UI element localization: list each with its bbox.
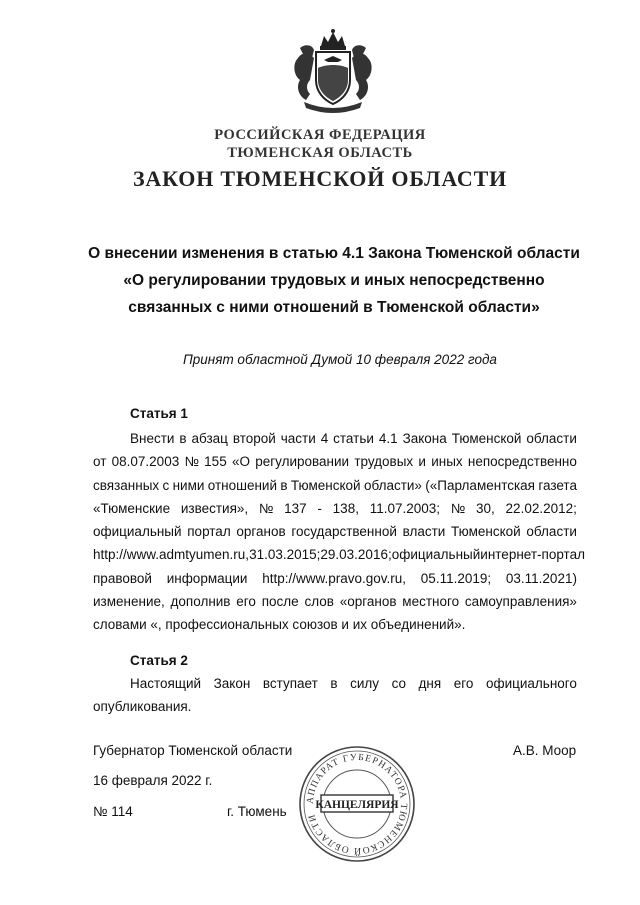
signing-city: г. Тюмень [227, 804, 287, 819]
word: области [526, 524, 577, 540]
word: части [280, 431, 316, 446]
word: 05.11.2019; [420, 570, 492, 586]
word: слов [304, 594, 334, 610]
word: «органов [339, 594, 397, 610]
word: ними [172, 477, 205, 493]
word: с [162, 477, 170, 493]
seal-ring-text: АППАРАТ ГУБЕРНАТОРА ТЮМЕНСКОЙ ОБЛАСТИ [305, 752, 409, 856]
governor-title: Губернатор Тюменской области [93, 743, 293, 758]
word: № [450, 500, 466, 516]
article-2-heading: Статья 2 [130, 653, 188, 668]
word: 11.07.2003; [369, 500, 441, 516]
word: области [526, 431, 577, 446]
word: «О [231, 454, 250, 470]
word: со [391, 676, 406, 691]
word: информации [166, 570, 248, 586]
law-number: № 114 [93, 804, 133, 819]
law-title-line: связанных с ними отношений в Тюменской области» [128, 299, 540, 316]
document-type-heading: ЗАКОН ТЮМЕНСКОЙ ОБЛАСТИ [132, 166, 507, 191]
word: в [330, 676, 338, 691]
word: вступает [262, 676, 318, 691]
word: иных [431, 454, 463, 470]
word: 138, [332, 500, 359, 516]
coat-of-arms-emblem [288, 28, 378, 114]
signing-date: 16 февраля 2022 г. [93, 773, 213, 788]
word: местного [402, 594, 460, 610]
word: органов [236, 524, 286, 540]
word: опубликования. [93, 699, 192, 715]
word: Тюменской [290, 477, 361, 493]
word: газета [538, 477, 577, 493]
word: и [418, 454, 426, 470]
word: в [179, 431, 187, 446]
word: 29.03.2016; [320, 547, 392, 563]
paragraph-line [93, 695, 577, 718]
word: официальный [93, 524, 182, 540]
law-title-line: «О регулировании трудовых и иных непосредственно [123, 272, 545, 289]
word: - [317, 500, 322, 516]
paragraph-line [93, 520, 577, 543]
law-title-line: О внесении изменения в статью 4.1 Закона Тюменской области [88, 245, 580, 262]
word: http://www.admtyumen.ru, [93, 547, 250, 563]
word: его [453, 676, 474, 691]
paragraph-line [93, 474, 577, 497]
word: 03.11.2021) [505, 570, 577, 586]
word: официальный [391, 547, 481, 563]
seal-center-text: КАНЦЕЛЯРИЯ [315, 799, 399, 811]
word: связанных [93, 477, 160, 493]
word: Внести [130, 431, 175, 446]
paragraph-line [93, 672, 577, 695]
word: Закона [402, 431, 447, 446]
word: государственной [291, 524, 397, 540]
word: Тюменской [451, 431, 522, 446]
article-1-text [93, 427, 585, 637]
paragraph-line [93, 450, 577, 473]
word: в [280, 477, 288, 493]
word: абзац [191, 431, 228, 446]
word: № [258, 500, 274, 516]
word: Настоящий [130, 676, 202, 691]
word: http://www.pravo.gov.ru, [262, 570, 407, 586]
word: трудовых [354, 454, 414, 470]
word: Закон [213, 676, 251, 691]
governor-name: А.В. Моор [513, 743, 577, 758]
word: портал [187, 524, 231, 540]
official-seal-stamp [296, 743, 418, 865]
word: 137 [284, 500, 307, 516]
word: области» [363, 477, 422, 493]
article-2-text [93, 672, 577, 719]
paragraph-line [93, 590, 577, 613]
word: непосредственно [467, 454, 577, 470]
word: 30, [476, 500, 495, 516]
paragraph-line [93, 613, 577, 636]
word: № [184, 454, 199, 470]
word: интернет-портал [480, 547, 585, 563]
word: от [93, 454, 107, 470]
word: 4 [320, 431, 329, 446]
region-heading: ТЮМЕНСКАЯ ОБЛАСТЬ [227, 145, 413, 161]
word: статьи [333, 431, 374, 446]
word: самоуправления» [464, 594, 577, 610]
word: второй [232, 431, 276, 446]
word: правовой [93, 570, 152, 586]
word: регулировании [255, 454, 350, 470]
word: силу [350, 676, 379, 691]
word: после [261, 594, 299, 610]
adoption-note: Принят областной Думой 10 февраля 2022 года [183, 352, 497, 367]
word: 31.03.2015; [249, 547, 321, 563]
word: известия», [180, 500, 249, 516]
word: («Парламентская [425, 477, 535, 493]
word: изменение, [93, 594, 165, 610]
word: 4.1 [378, 431, 398, 446]
word: «Тюменские [93, 500, 171, 516]
word: Тюменской [451, 524, 521, 540]
paragraph-line [93, 567, 577, 590]
paragraph-line [93, 497, 577, 520]
word: дополнив [170, 594, 231, 610]
word: его [236, 594, 256, 610]
word: 22.02.2012; [505, 500, 577, 516]
law-title [60, 240, 608, 321]
word: словами «, профессиональных союзов и их объединений». [93, 617, 466, 633]
country-heading: РОССИЙСКАЯ ФЕДЕРАЦИЯ [214, 127, 426, 143]
word: дня [418, 676, 442, 691]
article-1-heading: Статья 1 [130, 406, 188, 421]
word: отношений [207, 477, 277, 493]
word: 08.07.2003 [111, 454, 180, 470]
paragraph-line [93, 543, 585, 566]
paragraph-line [93, 427, 577, 450]
word: 155 [204, 454, 227, 470]
word: власти [402, 524, 446, 540]
word: официального [485, 676, 577, 691]
